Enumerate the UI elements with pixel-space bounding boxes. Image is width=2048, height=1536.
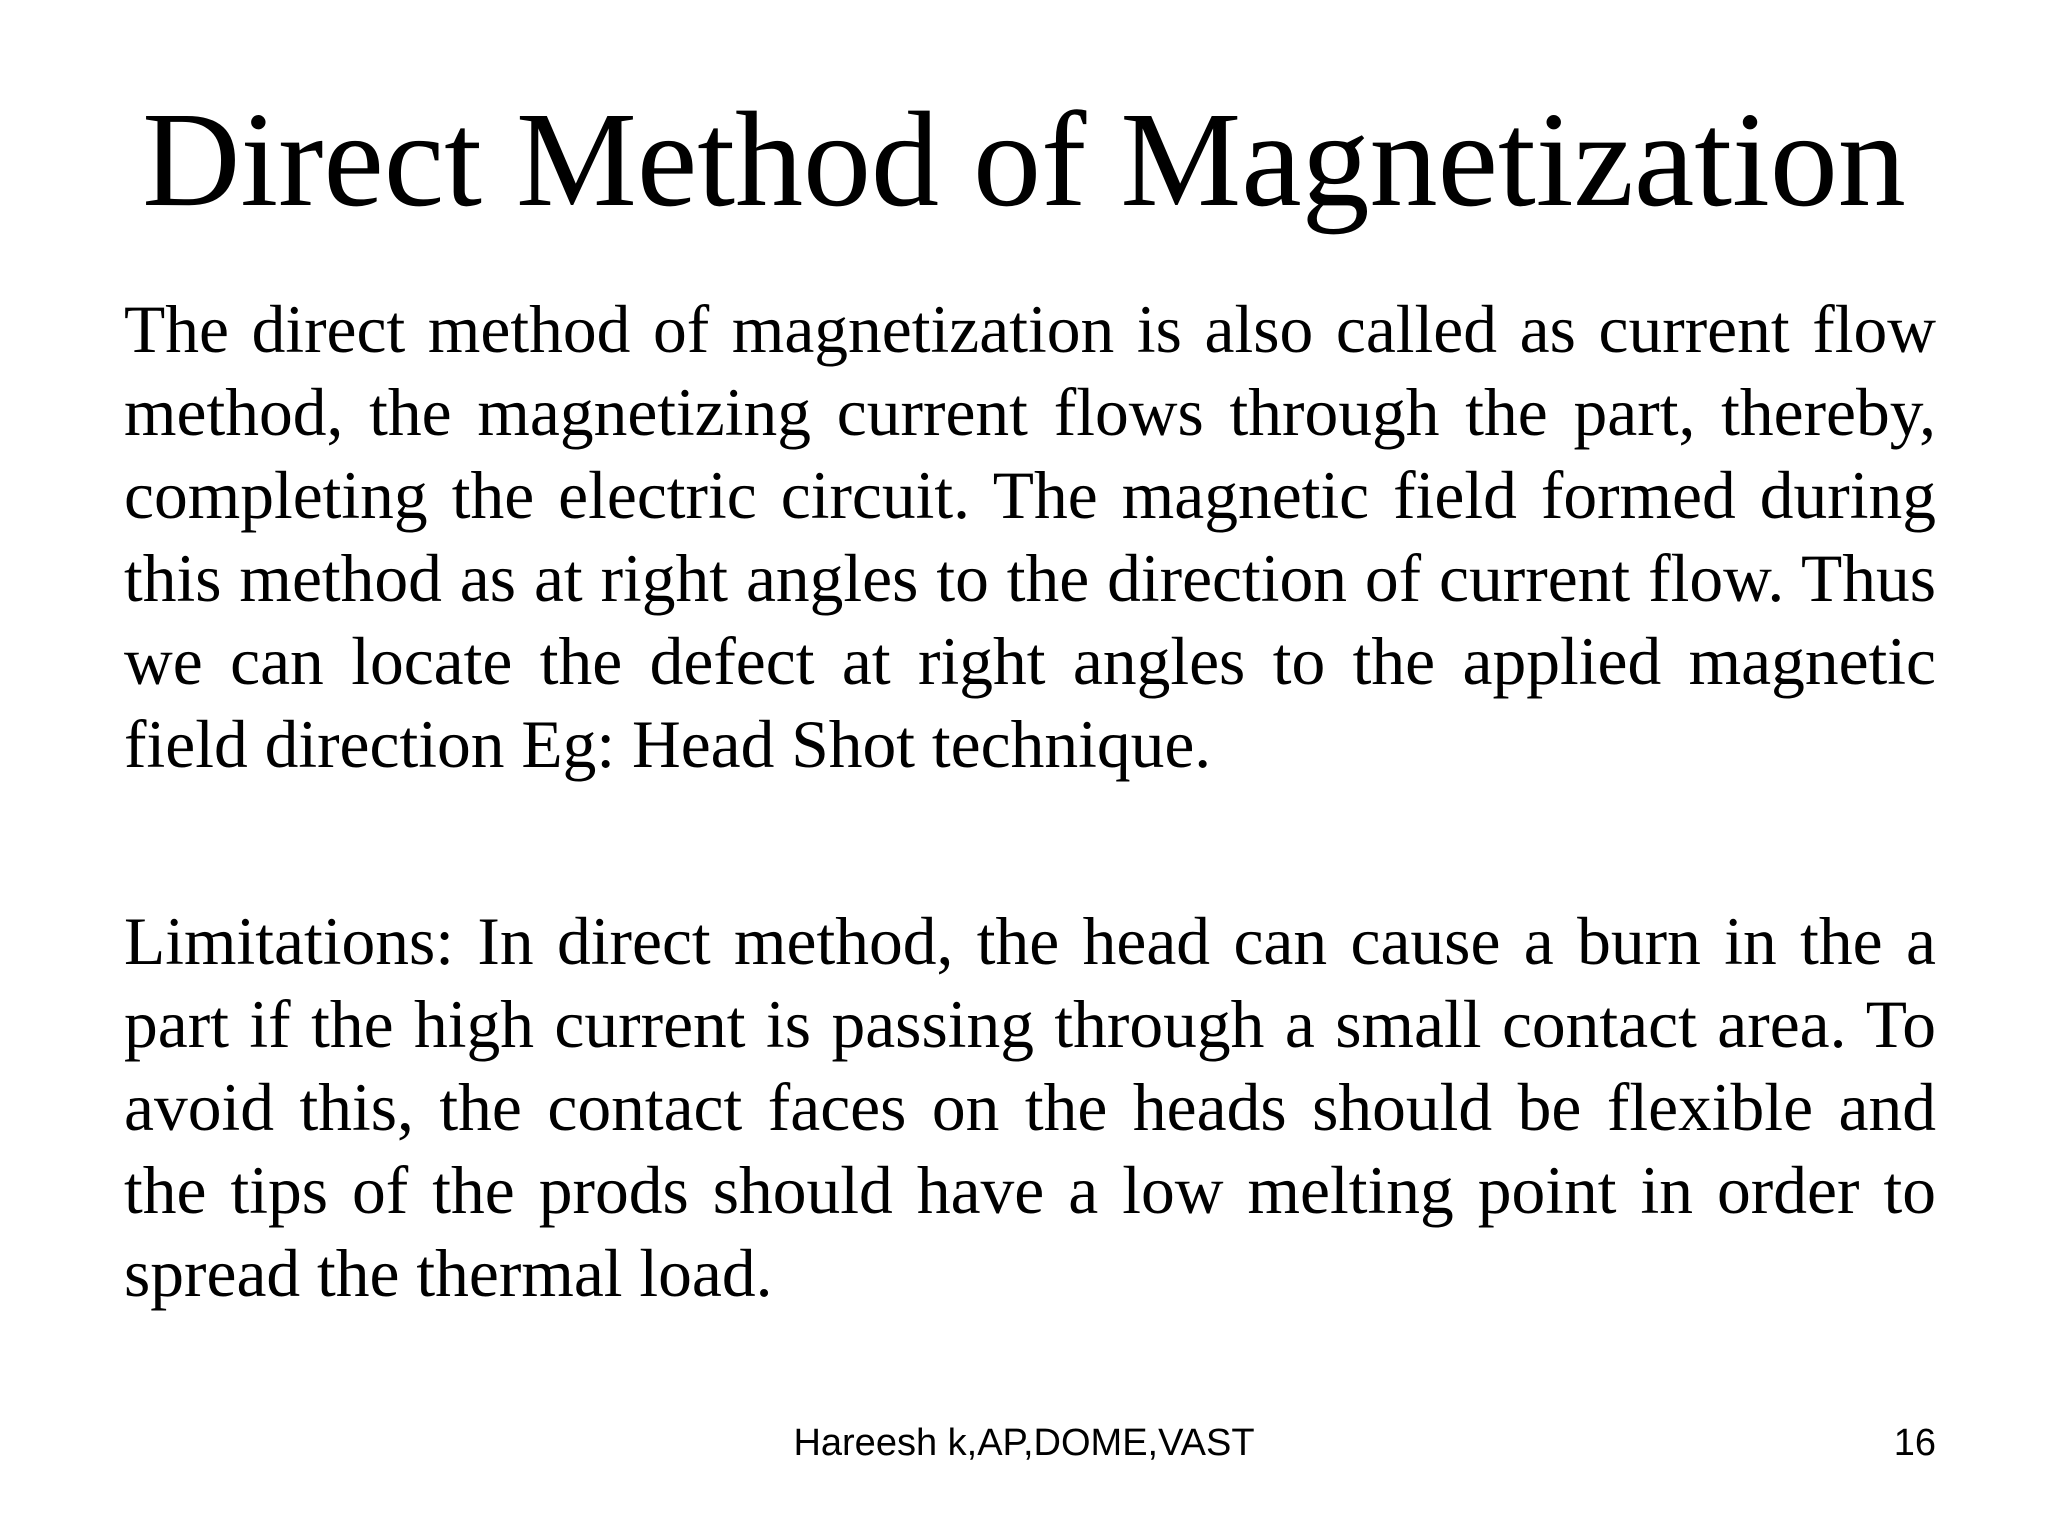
paragraph-limitations: Limitations: In direct method, the head can cause a burn in the a part if the high current is passing through a small contact area. To avoid this, the contact faces on the heads should be flexible and the tips of the prods should have a low melting point in order to spread the thermal load. [124, 904, 1936, 1311]
footer-author: Hareesh k,AP,DOME,VAST [793, 1422, 1255, 1464]
page-number: 16 [1893, 1422, 1936, 1464]
slide-title: Direct Method of Magnetization [142, 85, 1906, 235]
paragraph-direct-method: The direct method of magnetization is also called as current flow method, the magnetizing current flows through the part, thereby, completing the electric circuit. The magnetic field formed during this method as at right angles to the direction of current flow. Thus we can locate the defect at right angles to the applied magnetic field direction Eg: Head Shot technique. [124, 292, 1936, 782]
